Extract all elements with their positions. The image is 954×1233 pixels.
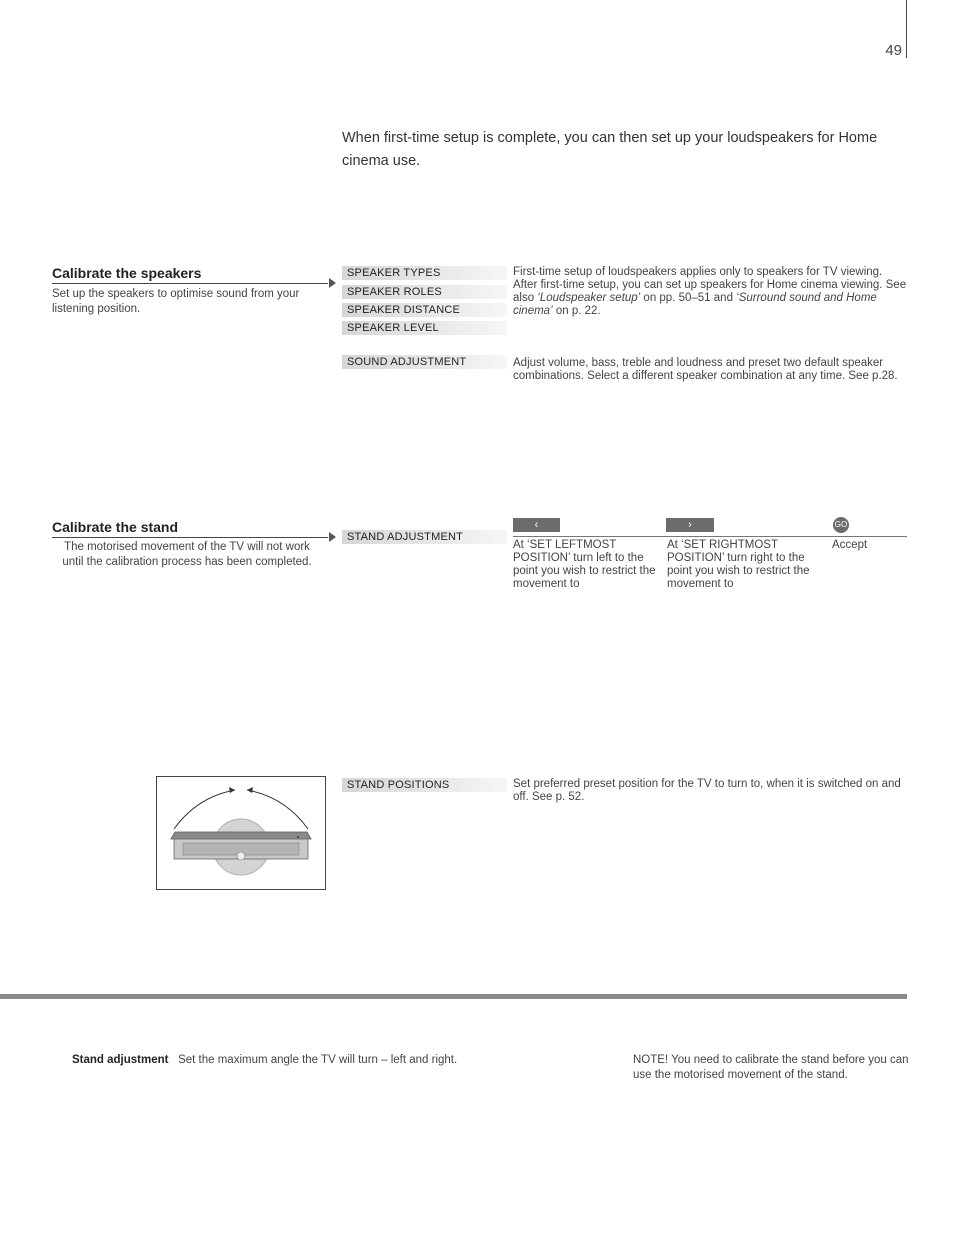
intro-paragraph: When first-time setup is complete, you can then set up your loudspeakers for Home cinema use. — [342, 130, 878, 169]
menu-sound-adjustment[interactable]: SOUND ADJUSTMENT — [342, 355, 507, 369]
go-button[interactable]: GO — [833, 517, 849, 533]
accept-step-text: Accept — [832, 539, 868, 551]
page-edge-rule — [906, 0, 907, 58]
footer-text: Set the maximum angle the TV will turn – left and right. — [178, 1054, 458, 1066]
menu-stand-positions[interactable]: STAND POSITIONS — [342, 778, 507, 792]
menu-speaker-types[interactable]: SPEAKER TYPES — [342, 266, 507, 280]
turn-right-button[interactable] — [666, 518, 714, 532]
leftmost-step-text: At ‘SET LEFTMOST POSITION’ turn left to the point you wish to restrict the movement to — [513, 539, 656, 590]
stand-section-title: Calibrate the stand — [52, 519, 179, 535]
tv-stand-illustration — [156, 776, 326, 890]
arrow-right-icon — [329, 532, 336, 542]
menu-speaker-roles[interactable]: SPEAKER ROLES — [342, 285, 507, 299]
speakers-text: First-time setup of loudspeakers applies only to speakers for TV viewing. After first-time setup, you can set up speakers for Home cinema viewing. See also ‘Loudspeaker setup’ on pp. 50–51 and ‘Surround sound and Home cinema’ on p. 22. — [513, 266, 907, 317]
sound-adjustment-text: Adjust volume, bass, treble and loudness and preset two default speaker combinations. Select a different speaker combination at any time. See p.28. — [513, 357, 898, 382]
section-divider — [0, 994, 907, 999]
rightmost-step-text: At ‘SET RIGHTMOST POSITION’ turn right to the point you wish to restrict the movement to — [667, 539, 810, 590]
arrow-right-icon — [329, 278, 336, 288]
stand-positions-text: Set preferred preset position for the TV to turn to, when it is switched on and off. See p. 52. — [513, 778, 901, 803]
menu-speaker-distance[interactable]: SPEAKER DISTANCE — [342, 303, 507, 317]
menu-stand-adjustment[interactable]: STAND ADJUSTMENT — [342, 530, 507, 544]
chevron-left-icon: ‹ — [534, 519, 539, 531]
speakers-section-desc: Set up the speakers to optimise sound from your listening position. — [52, 288, 300, 315]
stand-section-desc: The motorised movement of the TV will not work until the calibration process has been completed. — [62, 541, 312, 568]
tv-turning-icon — [157, 777, 325, 889]
footer-label: Stand adjustment — [72, 1054, 169, 1066]
stand-section-rule — [52, 537, 328, 538]
speakers-section-title: Calibrate the speakers — [52, 265, 202, 281]
speakers-section-rule — [52, 283, 328, 284]
footer-note: NOTE! You need to calibrate the stand before you can use the motorised movement of the stand. — [633, 1054, 909, 1081]
page-number: 49 — [885, 42, 902, 59]
chevron-right-icon: › — [688, 519, 692, 531]
stand-steps-rule — [513, 536, 907, 537]
turn-left-button[interactable] — [513, 518, 560, 532]
menu-speaker-level[interactable]: SPEAKER LEVEL — [342, 321, 507, 335]
footer-stand-adjustment — [72, 1053, 552, 1068]
